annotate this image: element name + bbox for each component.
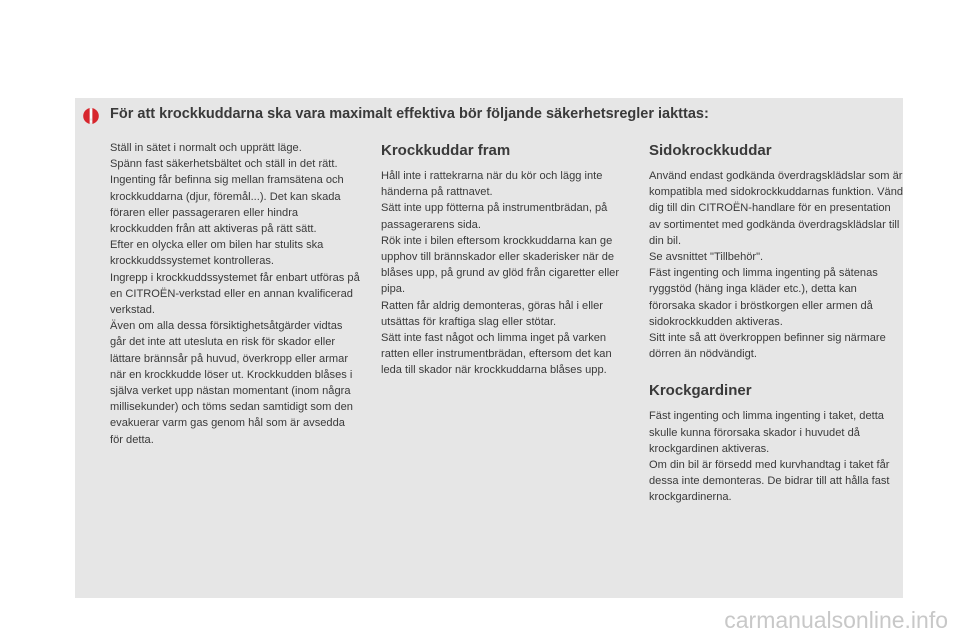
paragraph: Håll inte i rattekrarna när du kör och lägg inte händerna på rattnavet.	[381, 170, 603, 199]
warning-icon	[81, 106, 101, 126]
paragraph: Ingenting får befinna sig mellan framsätena och krockkuddarna (djur, föremål...). Det kan skada föraren eller passageraren eller hindra krockkudden från att aktiveras på rätt sätt.	[110, 174, 344, 236]
paragraph: Efter en olycka eller om bilen har stulits ska krockkuddssystemet kontrolleras.	[110, 239, 324, 268]
watermark: carmanualsonline.info	[724, 607, 948, 633]
paragraph: Se avsnittet "Tillbehör".	[649, 251, 764, 264]
paragraph: Använd endast godkända överdragsklädslar som är kompatibla med sidokrockkuddarnas funktion. Vänd dig till din CITROËN-handlare för en presentation av sortimentet med godkända överdragsklädslar till din bil.	[649, 170, 904, 247]
paragraph: Fäst ingenting och limma ingenting på sätenas ryggstöd (häng inga kläder etc.), detta kan förorsaka skador i bröstkorgen eller armen då sidokrockkudden aktiveras.	[649, 267, 878, 328]
column-side-airbags	[649, 140, 904, 506]
paragraph: Om din bil är försedd med kurvhandtag i taket får dessa inte demonteras. De bidrar till att hålla fast krockgardinerna.	[649, 459, 890, 504]
section-heading: För att krockkuddarna ska vara maximalt effektiva bör följande säkerhetsregler iakttas:	[110, 106, 709, 122]
column-title: Krockkuddar fram	[381, 142, 511, 159]
paragraph: Ställ in sätet i normalt och upprätt läge.	[110, 142, 302, 154]
column-front-airbags	[381, 140, 633, 379]
paragraph: Ratten får aldrig demonteras, göras hål i eller utsättas för kraftiga slag eller stötar.	[381, 299, 603, 328]
paragraph: Sätt inte upp fötterna på instrumentbrädan, på passagerarens sida.	[381, 202, 608, 231]
paragraph: Sitt inte så att överkroppen befinner sig närmare dörren än nödvändigt.	[649, 332, 886, 361]
column-title-curtains: Krockgardiner	[649, 382, 752, 400]
paragraph: Ingrepp i krockkuddssystemet får enbart utföras på en CITROËN-verkstad eller en annan kvalificerad verkstad.	[110, 271, 360, 317]
paragraph: Rök inte i bilen eftersom krockkuddarna kan ge upphov till brännskador eller skaderisker när de blåses upp, på grund av glöd från cigaretter eller pipa.	[381, 234, 620, 296]
paragraph: Även om alla dessa försiktighetsåtgärder vidtas går det inte att utesluta en risk för skador eller lättare brännsår på huvud, överkropp eller armar när en krockkudde löser ut. Krockkudden blåses i själva verket upp nästan momentant (inom några millisekunder) och töms sedan samtidigt som den evakuerar varm gas genom hål som är avsedda för detta.	[110, 320, 353, 446]
paragraph: Fäst ingenting och limma ingenting i taket, detta skulle kunna förorsaka skador i huvudet då krockgardinen aktiveras.	[649, 410, 884, 455]
column-general	[110, 140, 360, 448]
paragraph: Sätt inte fast något och limma inget på varken ratten eller instrumentbrädan, eftersom det kan leda till skador när krockkuddarna blåses upp.	[381, 332, 612, 377]
column-title: Sidokrockkuddar	[649, 142, 772, 159]
paragraph: Spänn fast säkerhetsbältet och ställ in det rätt.	[110, 158, 338, 171]
